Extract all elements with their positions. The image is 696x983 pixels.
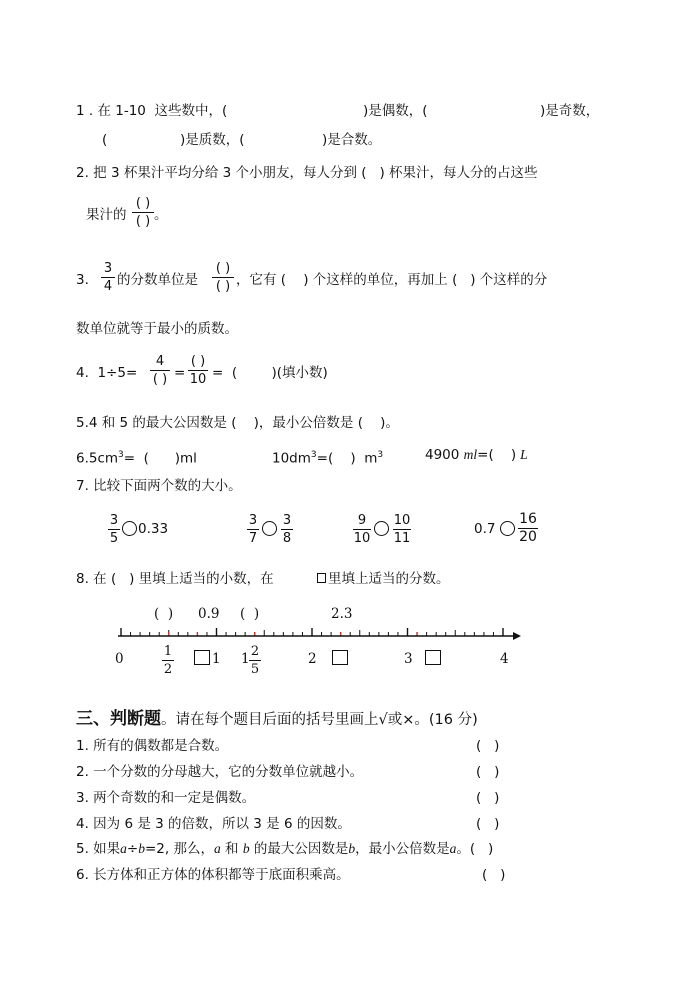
judge-item-6: 6. 长方体和正方体的体积都等于底面积乘高。 (76, 867, 350, 883)
i5-a: 5. 如果 (76, 841, 121, 857)
q3-line2: 数单位就等于最小的质数。 (76, 321, 238, 337)
judge-paren-1[interactable]: ( ) (476, 738, 500, 754)
q6-c-L: L (520, 447, 528, 462)
half-num: 1 (163, 644, 173, 659)
q2-frac-num: ( ) (135, 196, 151, 211)
frac-one-half (162, 644, 174, 677)
mixed-whole: 1 (241, 651, 250, 667)
q6-part-c (425, 446, 528, 464)
i5-v6: a (449, 841, 457, 856)
number-line (0, 622, 696, 662)
judge-paren-6[interactable]: ( ) (482, 867, 506, 883)
q3-text-a: 的分数单位是 (117, 272, 198, 288)
q7-item1-value: 0.33 (138, 521, 169, 537)
mixed-den: 5 (250, 662, 260, 677)
q2-line2-start: 果汁的 (86, 207, 127, 223)
judge-item-2: 2. 一个分数的分母越大，它的分数单位就越小。 (76, 764, 364, 780)
q2-fraction (132, 196, 154, 229)
answer-box-2[interactable] (332, 650, 348, 665)
q6-a-sup: 3 (118, 450, 124, 460)
section3-title: 三、判断题 (76, 709, 161, 729)
mixed-num: 2 (250, 644, 260, 659)
q1-line1-mid: )是偶数，( (363, 103, 428, 119)
i5-v3: a (213, 841, 221, 856)
q4-frac1-num: 4 (155, 354, 165, 369)
q7-i3-bden: 11 (393, 531, 411, 546)
q3-frac1-num: 3 (103, 261, 113, 276)
judge-paren-3[interactable]: ( ) (476, 790, 500, 806)
q7-item4-value: 0.7 (474, 521, 496, 537)
q7-item3-frac-b (393, 513, 411, 546)
compare-circle[interactable] (500, 521, 515, 536)
judge-item-5 (76, 840, 493, 858)
q7-i3-anum: 9 (357, 513, 367, 528)
i5-v1: a (120, 841, 127, 856)
q7-i1-den: 5 (109, 531, 119, 546)
q4-suffix: = ( )(填小数) (212, 365, 328, 381)
q6-b-rest: =( ) m (316, 450, 378, 467)
i5-v4: b (242, 841, 250, 856)
q2-line1: 2. 把 3 杯果汁平均分给 3 个小朋友，每人分到 ( ) 杯果汁，每人分的占这些 (76, 165, 538, 181)
compare-circle[interactable] (374, 521, 389, 536)
q4-equals: = (174, 365, 186, 381)
q6-a-text: 6.5cm (76, 450, 119, 467)
q1-line2-end: )是合数。 (322, 132, 382, 148)
i5-b: =2, 那么， (144, 841, 214, 857)
q6-b-text: 10dm (272, 450, 311, 467)
axis-label-2: 2 (308, 651, 317, 667)
judge-item-3: 3. 两个奇数的和一定是偶数。 (76, 790, 256, 806)
judge-paren-4[interactable]: ( ) (476, 816, 500, 832)
q6-c-text: 4900 (425, 447, 464, 463)
q7-item3-frac-a (353, 513, 371, 546)
q4-frac2-den: 10 (189, 372, 207, 387)
q7-i4-bden: 20 (519, 529, 537, 545)
blank-above-2: ( ) (240, 606, 260, 622)
q6-a-rest: = ( )ml (123, 450, 197, 467)
q7-i2-aden: 7 (248, 531, 258, 546)
q7-item4-frac (518, 512, 538, 545)
q7-i2-bnum: 3 (282, 513, 292, 528)
q7-line: 7. 比较下面两个数的大小。 (76, 478, 242, 494)
compare-circle[interactable] (262, 521, 277, 536)
i5-e: ，最小公倍数是 (355, 841, 450, 857)
i5-d: 的最大公因数是 (249, 841, 349, 857)
q3-text-b: ，它有 ( ) 个这样的单位，再加上 ( ) 个这样的分 (236, 272, 548, 288)
q1-line2-mid: )是质数，( (180, 132, 245, 148)
q7-item2-frac-b (281, 513, 293, 546)
q4-prefix: 4. 1÷5= (76, 365, 138, 381)
label-2-3: 2.3 (331, 606, 353, 622)
i5-op: ÷ (126, 841, 139, 857)
q8-text-a: 8. 在 ( ) 里填上适当的小数，在 (76, 571, 274, 587)
q6-b-sup2: 3 (377, 450, 384, 460)
q4-frac1-den: ( ) (152, 372, 168, 387)
section3-heading (76, 710, 478, 729)
q3-frac1-den: 4 (103, 279, 113, 294)
q3-fraction-3-4 (101, 261, 115, 294)
q7-i1-num: 3 (109, 513, 119, 528)
q6-c-unit: ml (463, 447, 478, 462)
i5-v2: b (138, 841, 145, 856)
q6-part-a (76, 446, 197, 468)
i5-v5: b (348, 841, 356, 856)
q7-i2-bden: 8 (282, 531, 292, 546)
q6-c-rest: =( ) (477, 447, 517, 463)
q7-item1-frac (108, 513, 120, 546)
i5-c: 和 (220, 841, 243, 857)
q2-line2-end: 。 (154, 207, 168, 223)
q3-fraction-blank (212, 261, 234, 294)
section3-instructions: 。请在每个题目后面的括号里画上√或×。(16 分) (161, 712, 478, 728)
q4-fraction-4 (150, 354, 170, 387)
q7-i3-aden: 10 (353, 531, 371, 546)
judge-item-4: 4. 因为 6 是 3 的倍数，所以 3 是 6 的因数。 (76, 816, 351, 832)
q1-line1-start: 1 . 在 1-10 这些数中，( (76, 103, 228, 119)
q2-frac-den: ( ) (135, 214, 151, 229)
answer-box-3[interactable] (425, 650, 441, 665)
answer-box-1[interactable] (194, 650, 210, 665)
axis-label-1: 1 (212, 651, 221, 667)
square-icon (317, 573, 326, 583)
axis-label-3: 3 (404, 651, 413, 667)
q6-b-sup: 3 (310, 450, 317, 460)
q3-prefix: 3. (76, 272, 89, 288)
i5-f: 。( ) (456, 841, 494, 857)
q7-i3-bnum: 10 (393, 513, 411, 528)
label-0-9: 0.9 (198, 606, 220, 622)
q5-line: 5.4 和 5 的最大公因数是 ( )，最小公倍数是 ( )。 (76, 415, 399, 431)
q4-frac2-num: ( ) (190, 354, 206, 369)
judge-paren-2[interactable]: ( ) (476, 764, 500, 780)
half-den: 2 (163, 662, 173, 677)
q3-frac2-den: ( ) (215, 279, 231, 294)
q6-part-b (272, 446, 383, 468)
q8-text-b: 里填上适当的分数。 (328, 571, 450, 587)
q3-frac2-num: ( ) (215, 261, 231, 276)
q7-item2-frac-a (247, 513, 259, 546)
blank-above-1: ( ) (154, 606, 174, 622)
compare-circle[interactable] (122, 521, 137, 536)
q7-i2-anum: 3 (248, 513, 258, 528)
axis-label-0: 0 (115, 651, 124, 667)
q7-i4-bnum: 16 (519, 511, 537, 527)
q4-fraction-10 (188, 354, 208, 387)
q1-line1-end: )是奇数， (540, 103, 600, 119)
q1-line2-start: ( (102, 132, 108, 148)
mixed-frac (249, 644, 261, 677)
judge-item-1: 1. 所有的偶数都是合数。 (76, 738, 229, 754)
axis-label-4: 4 (500, 651, 509, 667)
